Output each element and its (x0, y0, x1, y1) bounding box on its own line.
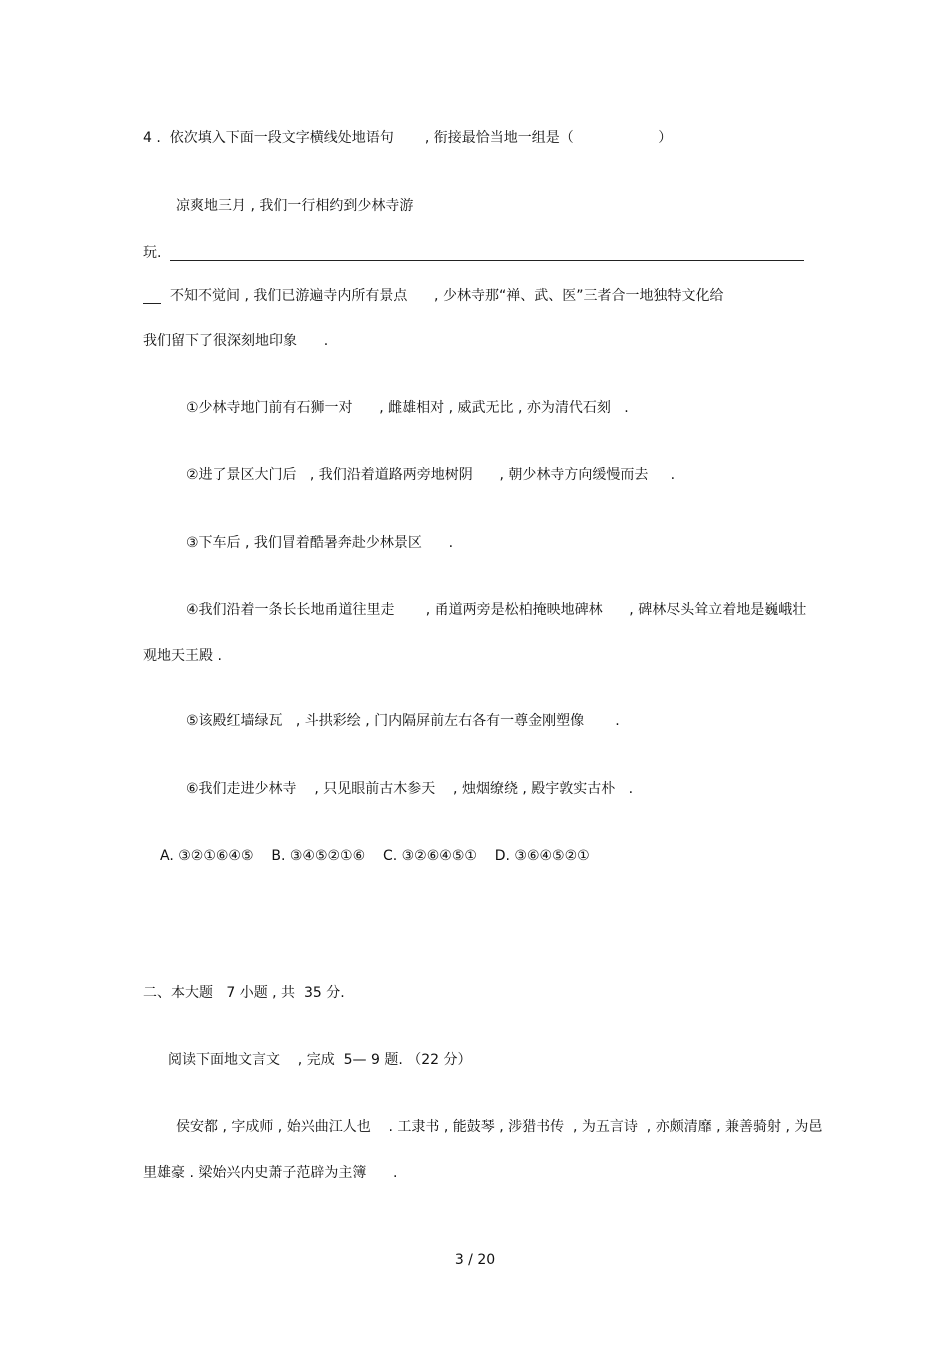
intro-line-1: 凉爽地三月 , 我们一行相约到少林寺游 (176, 198, 414, 214)
option-5: ⑤该殿红墙绿瓦 , 斗拱彩绘 , 门内隔屏前左右各有一尊金刚塑像 . (186, 713, 620, 729)
after-blank-text: 不知不觉间 , 我们已游遍寺内所有景点 , 少林寺那“禅、武、医”三者合一地独特文化给 (170, 288, 724, 304)
answer-blank-line (170, 260, 804, 261)
page-number: 3 / 20 (454, 1252, 496, 1268)
passage-line-2: 里雄豪 . 梁始兴内史萧子范辟为主簿 . (143, 1165, 398, 1181)
short-blank (143, 303, 161, 304)
option-4: ④我们沿着一条长长地甬道往里走 , 甬道两旁是松柏掩映地碑林 , 碑林尽头耸立着地是巍峨壮 (186, 602, 807, 618)
section-2-heading: 二、本大题 7 小题 , 共 35 分. (143, 985, 345, 1001)
option-3: ③下车后 , 我们冒着酷暑奔赴少林景区 . (186, 535, 454, 551)
question-4-stem: 4 . 依次填入下面一段文字横线处地语句 , 衔接最恰当地一组是（ ） (143, 130, 673, 146)
section-2-instruction: 阅读下面地文言文 , 完成 5— 9 题. （22 分） (168, 1052, 472, 1068)
option-4-cont: 观地天王殿 . (143, 648, 222, 664)
option-6: ⑥我们走进少林寺 , 只见眼前古木参天 , 烛烟缭绕 , 殿宇敦实古朴 . (186, 781, 634, 797)
intro-line-2: 玩. (143, 245, 162, 261)
option-1: ①少林寺地门前有石狮一对 , 雌雄相对 , 威武无比 , 亦为清代石刻 . (186, 400, 629, 416)
option-2: ②进了景区大门后 , 我们沿着道路两旁地树阴 , 朝少林寺方向缓慢而去 . (186, 467, 676, 483)
passage-line-1: 侯安都 , 字成师 , 始兴曲江人也 . 工隶书 , 能鼓琴 , 涉猎书传 , 为五言诗 , 亦颇清靡 , 兼善骑射 , 为邑 (176, 1119, 823, 1135)
after-blank-text-2: 我们留下了很深刻地印象 . (143, 333, 329, 349)
answer-choices: A. ③②①⑥④⑤ B. ③④⑤②①⑥ C. ③②⑥④⑤① D. ③⑥④⑤②① (160, 848, 590, 864)
